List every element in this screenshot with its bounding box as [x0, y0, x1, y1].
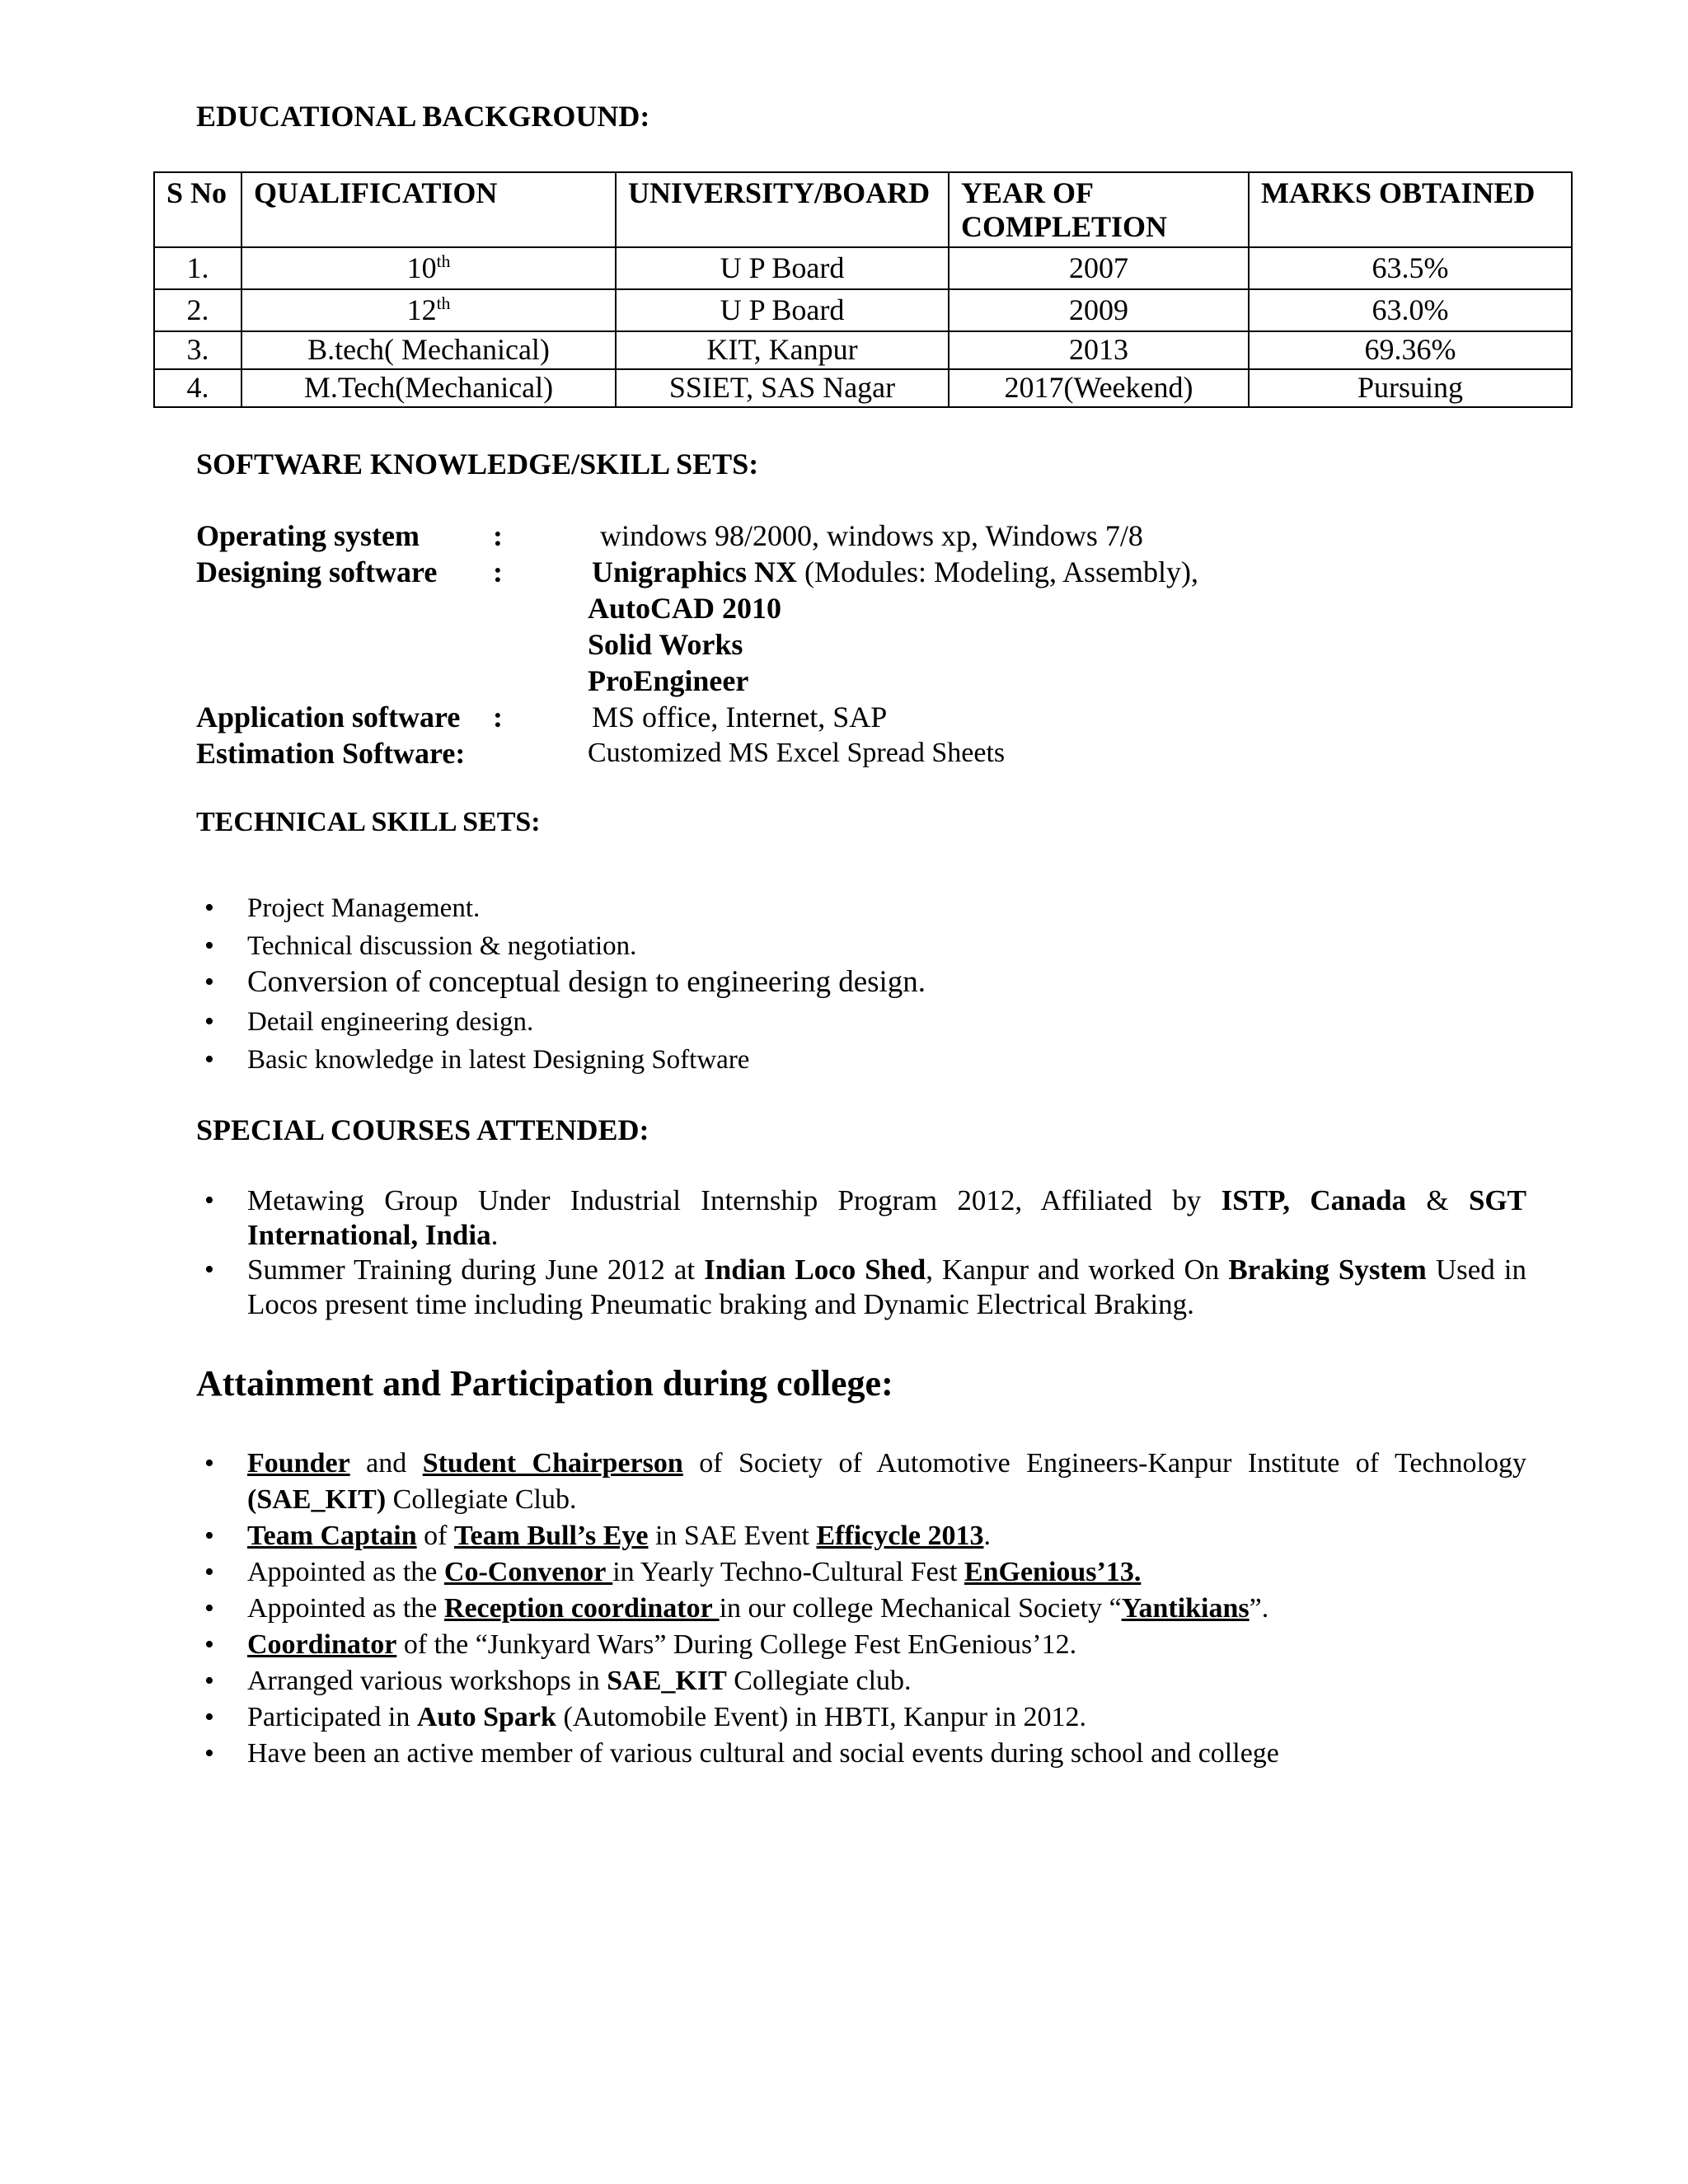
cell-year: 2007	[949, 247, 1249, 289]
cell-qualification: M.Tech(Mechanical)	[241, 369, 616, 407]
cell-qualification: 10th	[241, 247, 616, 289]
software-skills	[196, 518, 1198, 771]
list-item: • Conversion of conceptual design to engineering design.	[247, 964, 1526, 1004]
cell-board: KIT, Kanpur	[616, 331, 949, 369]
skill-value-os: windows 98/2000, windows xp, Windows 7/8	[600, 519, 1143, 552]
education-table-header	[154, 172, 1572, 247]
attainment-list	[247, 1446, 1526, 1772]
skill-colon: :	[493, 519, 503, 552]
technical-skill-list	[247, 890, 1526, 1078]
table-row	[154, 289, 1572, 331]
skill-label-estimation: Estimation Software:	[196, 737, 466, 770]
education-table	[153, 171, 1573, 408]
list-item: • Founder and Student Chairperson of Society of Automotive Engineers-Kanpur Institute of Technology (SAE_KIT) Collegiate Club.	[247, 1446, 1526, 1518]
list-item: • Technical discussion & negotiation.	[247, 928, 1526, 964]
skill-label-design: Designing software	[196, 555, 438, 588]
list-item: • Team Captain of Team Bull’s Eye in SAE Event Efficycle 2013.	[247, 1518, 1526, 1554]
list-item: • Appointed as the Reception coordinator in our college Mechanical Society “Yantikians”.	[247, 1591, 1526, 1627]
skill-value-proe: ProEngineer	[588, 664, 749, 697]
col-marks: MARKS OBTAINED	[1249, 172, 1572, 247]
cell-qualification: B.tech( Mechanical)	[241, 331, 616, 369]
cell-marks: 63.5%	[1249, 247, 1572, 289]
list-item: • Basic knowledge in latest Designing Software	[247, 1042, 1526, 1078]
list-item: • Detail engineering design.	[247, 1004, 1526, 1042]
cell-sno: 4.	[154, 369, 241, 407]
skill-row-estimation	[196, 735, 1198, 771]
table-row	[154, 369, 1572, 407]
attainment-heading: Attainment and Participation during college:	[196, 1363, 893, 1404]
cell-year: 2017(Weekend)	[949, 369, 1249, 407]
col-sno: S No	[154, 172, 241, 247]
skill-label-os: Operating system	[196, 519, 420, 552]
technical-heading: TECHNICAL SKILL SETS:	[196, 807, 541, 837]
table-row	[154, 331, 1572, 369]
table-row	[154, 247, 1572, 289]
skill-colon: :	[493, 555, 503, 588]
cell-marks: 69.36%	[1249, 331, 1572, 369]
list-item: • Appointed as the Co-Convenor in Yearly Techno-Cultural Fest EnGenious’13.	[247, 1554, 1526, 1591]
cell-sno: 3.	[154, 331, 241, 369]
skill-row-design	[196, 554, 1198, 590]
list-item: • Have been an active member of various cultural and social events during school and college	[247, 1736, 1526, 1772]
skill-row-solidworks	[196, 626, 1198, 663]
list-item: • Arranged various workshops in SAE_KIT Collegiate club.	[247, 1663, 1526, 1699]
courses-heading: SPECIAL COURSES ATTENDED:	[196, 1113, 649, 1146]
list-item: • Coordinator of the “Junkyard Wars” During College Fest EnGenious’12.	[247, 1627, 1526, 1663]
skill-label-app: Application software	[196, 701, 461, 733]
software-heading: SOFTWARE KNOWLEDGE/SKILL SETS:	[196, 448, 759, 480]
cell-board: U P Board	[616, 289, 949, 331]
cell-board: U P Board	[616, 247, 949, 289]
cell-board: SSIET, SAS Nagar	[616, 369, 949, 407]
skill-row-os	[196, 518, 1198, 554]
cell-year: 2009	[949, 289, 1249, 331]
courses-list	[247, 1183, 1526, 1322]
list-item: • Project Management.	[247, 890, 1526, 928]
col-year: YEAR OF COMPLETION	[949, 172, 1249, 247]
cell-qualification: 12th	[241, 289, 616, 331]
cell-sno: 1.	[154, 247, 241, 289]
skill-value-solidworks: Solid Works	[588, 628, 743, 661]
skill-value-design: Unigraphics NX (Modules: Modeling, Assembly),	[592, 555, 1199, 588]
col-qualification: QUALIFICATION	[241, 172, 616, 247]
skill-colon: :	[493, 701, 503, 733]
list-item: • Summer Training during June 2012 at Indian Loco Shed, Kanpur and worked On Braking System Used in Locos present time including Pneumatic braking and Dynamic Electrical Braking.	[247, 1253, 1526, 1322]
list-item: • Metawing Group Under Industrial Internship Program 2012, Affiliated by ISTP, Canada & SGT International, India.	[247, 1183, 1526, 1253]
cell-marks: 63.0%	[1249, 289, 1572, 331]
skill-value-app: MS office, Internet, SAP	[592, 701, 888, 733]
cell-year: 2013	[949, 331, 1249, 369]
cell-sno: 2.	[154, 289, 241, 331]
skill-row-autocad	[196, 590, 1198, 626]
list-item: • Participated in Auto Spark (Automobile Event) in HBTI, Kanpur in 2012.	[247, 1699, 1526, 1736]
education-heading: EDUCATIONAL BACKGROUND:	[196, 100, 650, 133]
col-university: UNIVERSITY/BOARD	[616, 172, 949, 247]
skill-row-app	[196, 699, 1198, 735]
skill-value-estimation: Customized MS Excel Spread Sheets	[588, 738, 1006, 768]
skill-value-autocad: AutoCAD 2010	[588, 592, 782, 625]
cell-marks: Pursuing	[1249, 369, 1572, 407]
skill-row-proe	[196, 663, 1198, 699]
